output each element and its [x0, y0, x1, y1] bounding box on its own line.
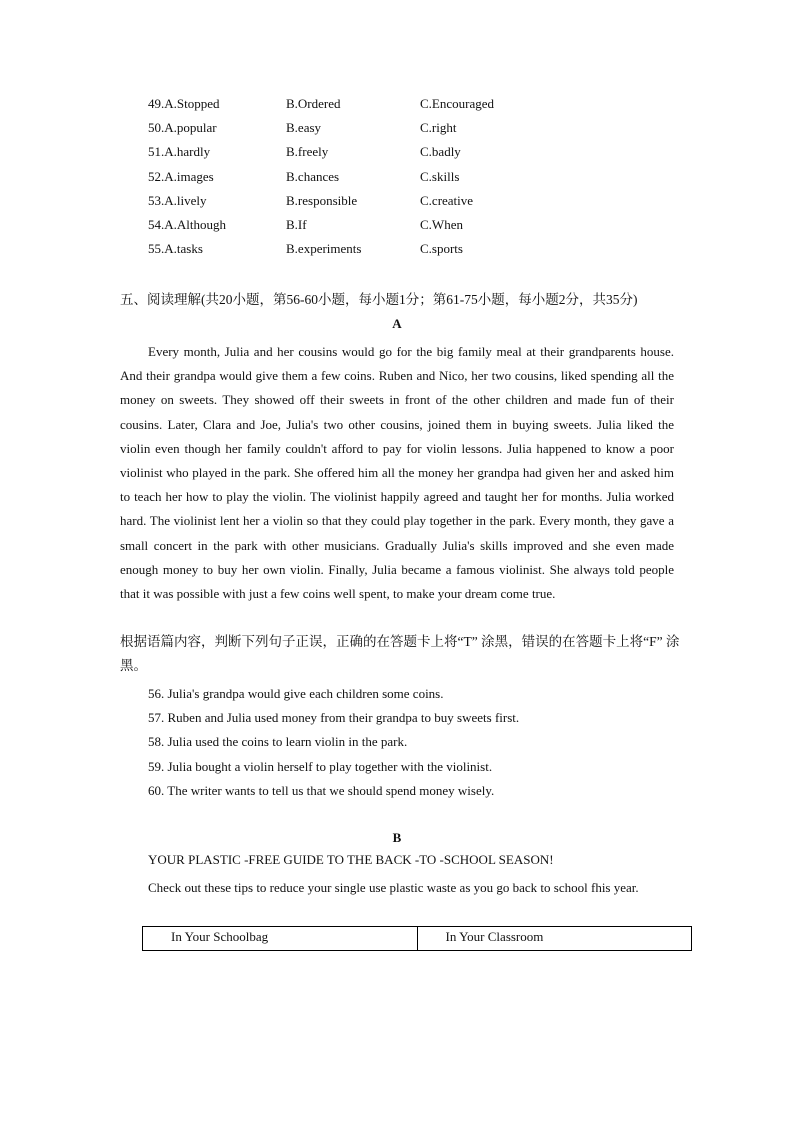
statement-59: 59. Julia bought a violin herself to play together with the violinist. — [148, 758, 493, 774]
option-row-50 — [0, 118, 794, 138]
option-row-51 — [0, 142, 794, 162]
option-row-52 — [0, 167, 794, 187]
option-a: 49.A.Stopped — [148, 96, 220, 111]
option-b: B.freely — [286, 144, 329, 159]
option-c: C.sports — [420, 241, 463, 256]
option-c: C.skills — [420, 169, 460, 184]
option-c: C.creative — [420, 193, 474, 208]
option-a: 50.A.popular — [148, 120, 217, 135]
option-b: B.experiments — [286, 241, 362, 256]
option-c: C.badly — [420, 144, 461, 159]
option-row-55 — [0, 239, 794, 259]
option-c: C.Encouraged — [420, 96, 495, 111]
statement-58: 58. Julia used the coins to learn violin in the park. — [148, 734, 408, 750]
tips-table — [142, 926, 692, 951]
statement-57: 57. Ruben and Julia used money from their grandpa to buy sweets first. — [148, 710, 520, 726]
option-b: B.easy — [286, 120, 322, 135]
option-b: B.chances — [286, 169, 340, 184]
passage-a-instruction: 根据语篇内容，判断下列句子正误，正确的在答题卡上将“T” 涂黑，错误的在答题卡上将“F” 涂黑。 — [120, 634, 680, 673]
option-row-53 — [0, 191, 794, 211]
passage-a-text: Every month, Julia and her cousins would go for the big family meal at their grandparents house. And their grandpa would give them a few coins. Ruben and Nico, her two cousins, liked spending all the money on sweets. They showed off their sweets in front of the other children and made fun of their cousins. Later, Clara and Joe, Julia's two other cousins, joined them in buying sweets. Julia liked the violin even though her family couldn't afford to pay for violin lessons. Julia happened to know a poor violinist who played in the park. She offered him all the money her grandpa had given her and asked him to teach her how to play the violin. The violinist happily agreed and taught her for months. Julia worked hard. The violinist lent her a violin so that they could play together in the park. Every month, they gave a small concert in the park with other musicians. Gradually Julia's skills improved and she even made enough money to buy her own violin. Finally, Julia became a famous violinist. She always told people that it was possible with just a few coins well spent, to make your dream come true. — [120, 344, 674, 602]
passage-b-letter: B — [392, 830, 402, 845]
option-a: 52.A.images — [148, 169, 214, 184]
option-b: B.responsible — [286, 193, 358, 208]
option-c: C.right — [420, 120, 457, 135]
option-c: C.When — [420, 217, 463, 232]
option-a: 53.A.lively — [148, 193, 207, 208]
option-b: B.Ordered — [286, 96, 341, 111]
option-row-49 — [0, 94, 794, 114]
passage-b-intro: Check out these tips to reduce your single use plastic waste as you go back to school fhis year. — [148, 880, 639, 895]
statement-56: 56. Julia's grandpa would give each children some coins. — [148, 686, 444, 701]
option-b: B.If — [286, 217, 307, 232]
statement-list — [148, 682, 519, 803]
section-heading: 五、阅读理解(共20小题，第56-60小题，每小题1分；第61-75小题，每小题2分，共35分) — [120, 292, 638, 307]
statement-60: 60. The writer wants to tell us that we should spend money wisely. — [148, 782, 495, 798]
option-a: 51.A.hardly — [148, 144, 211, 159]
table-header-classroom: In Your Classroom — [417, 927, 692, 950]
passage-b-title: YOUR PLASTIC -FREE GUIDE TO THE BACK -TO -SCHOOL SEASON! — [148, 852, 554, 867]
option-a: 55.A.tasks — [148, 241, 203, 256]
table-header-schoolbag: In Your Schoolbag — [171, 929, 269, 944]
passage-a-letter: A — [392, 316, 402, 331]
option-a: 54.A.Although — [148, 217, 226, 232]
option-row-54 — [0, 215, 794, 235]
